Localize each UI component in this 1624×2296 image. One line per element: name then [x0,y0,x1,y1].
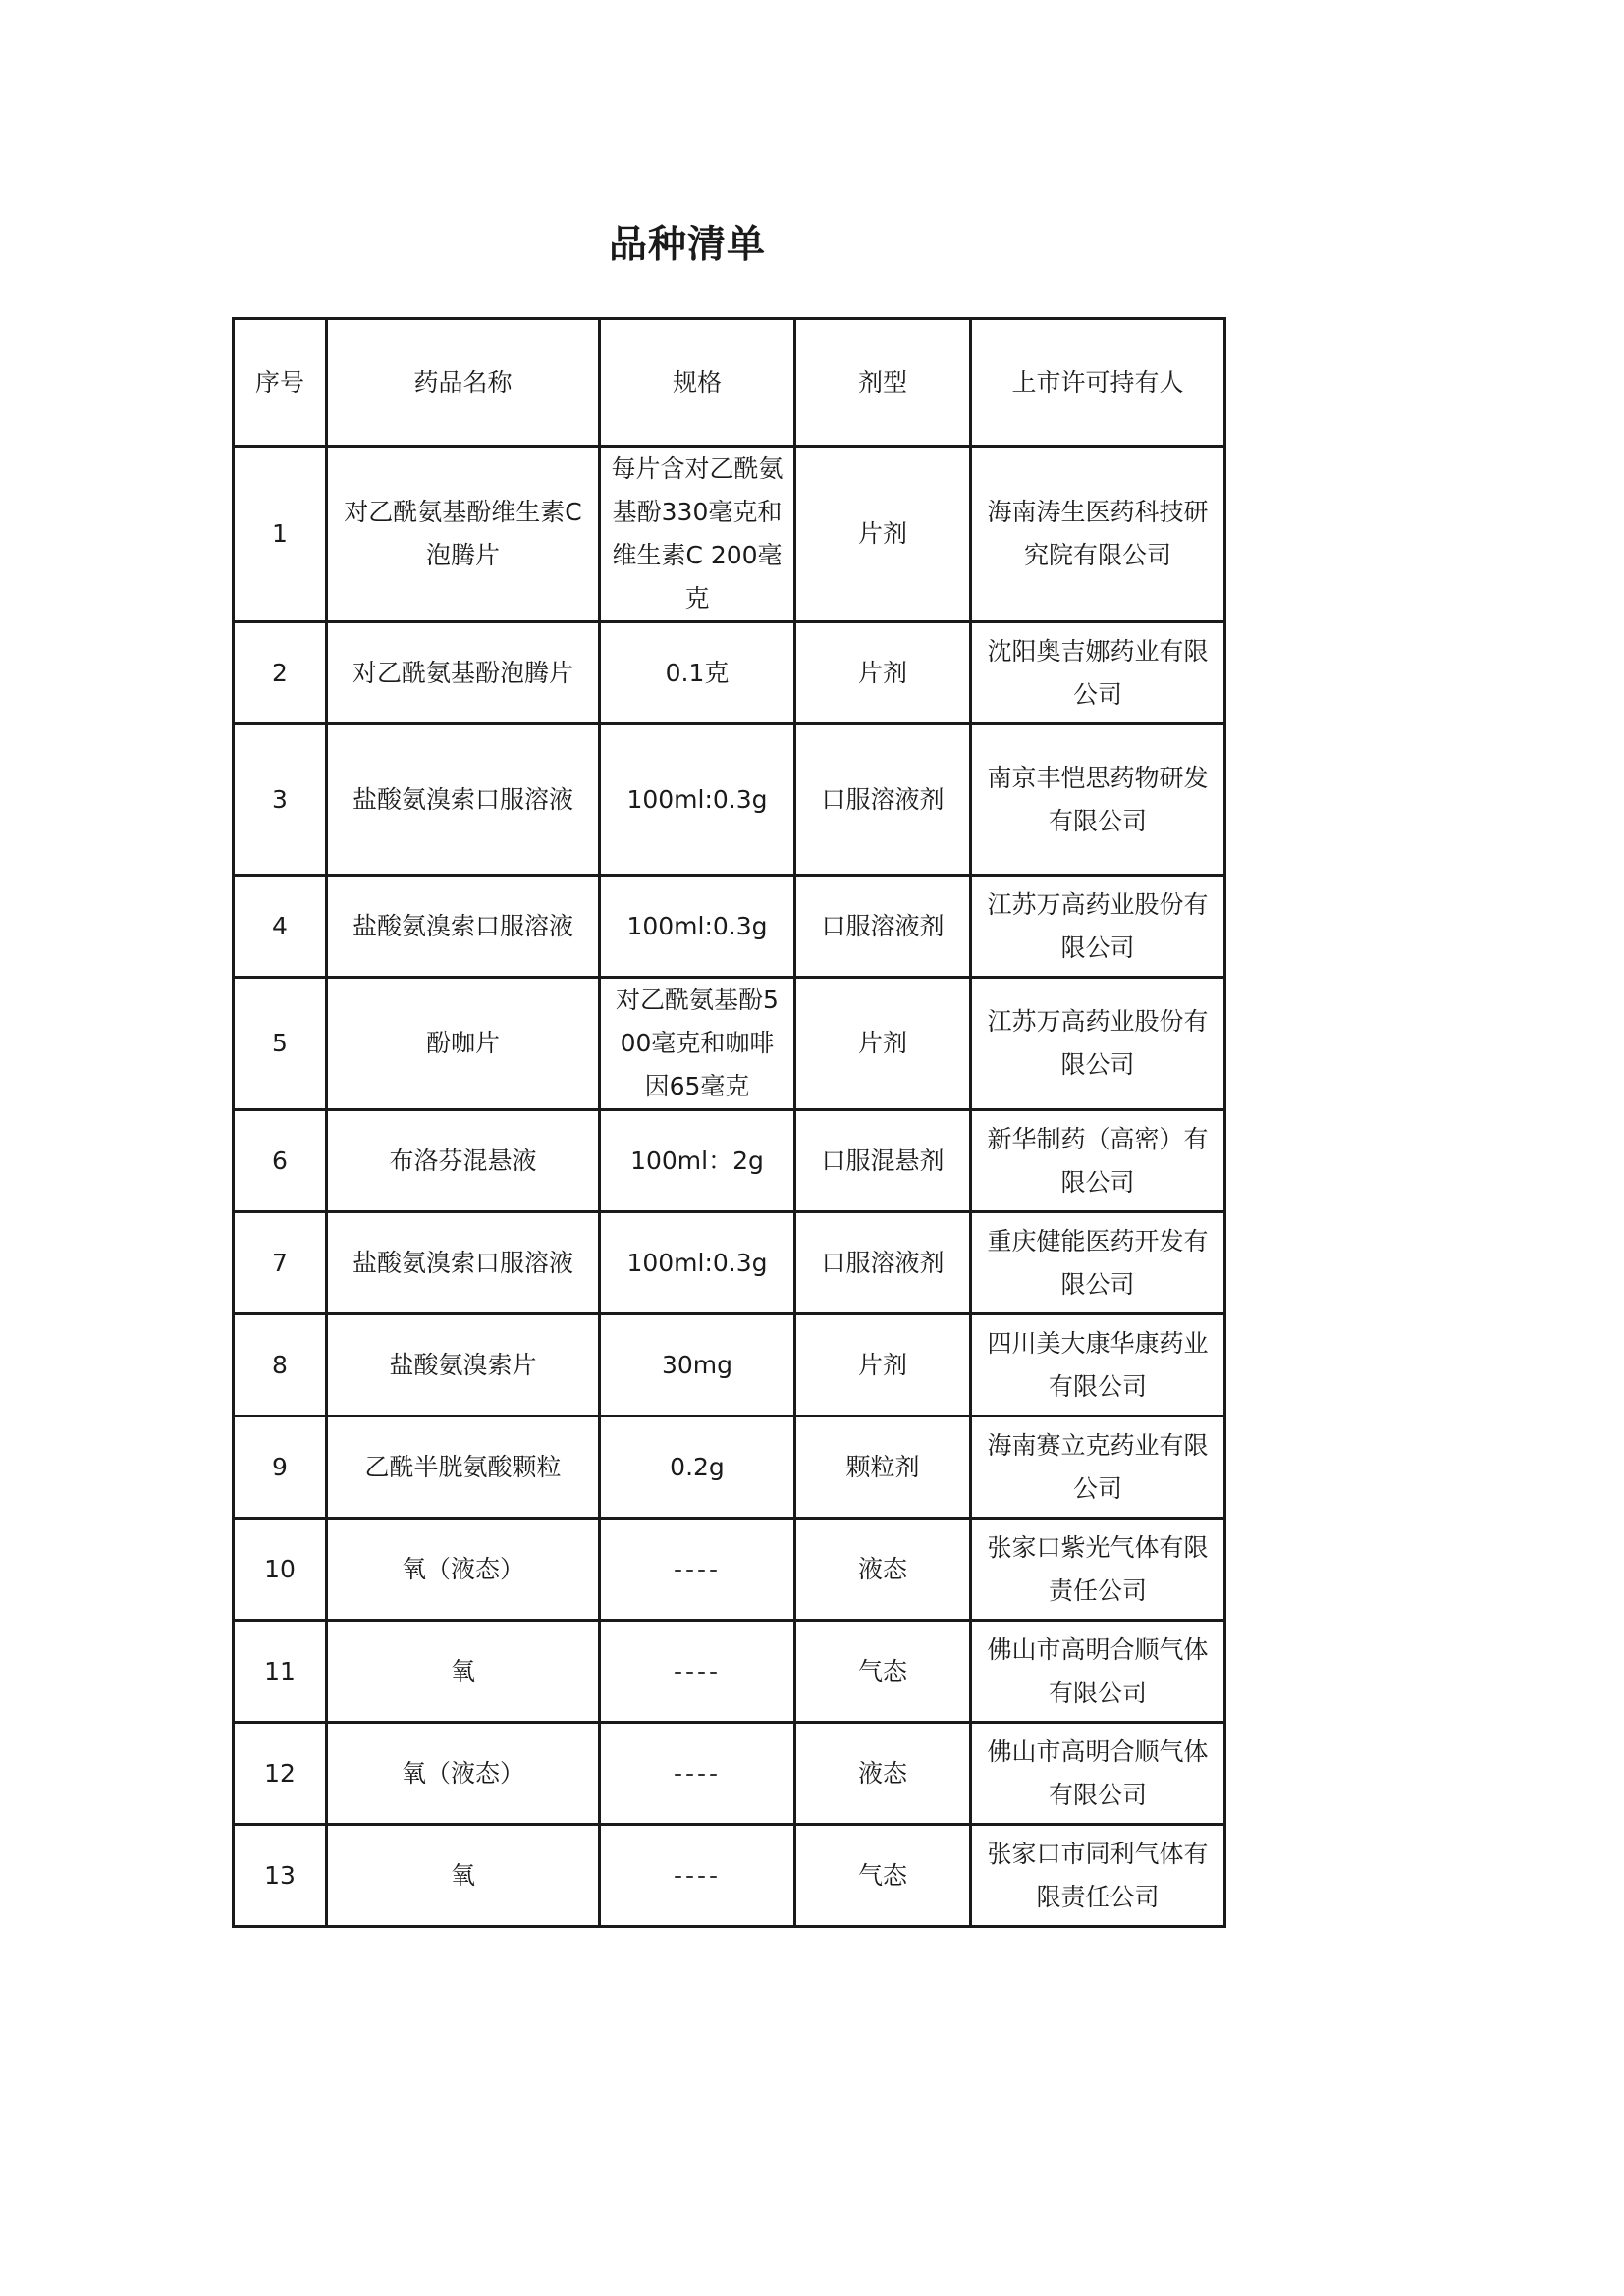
header-holder: 上市许可持有人 [971,319,1225,447]
cell-name: 盐酸氨溴索片 [327,1314,600,1416]
cell-no: 10 [234,1519,327,1621]
header-no: 序号 [234,319,327,447]
cell-holder: 江苏万高药业股份有限公司 [971,876,1225,978]
cell-spec: 100ml:0.3g [600,724,795,876]
table-row [234,622,1225,724]
cell-holder: 重庆健能医药开发有限公司 [971,1212,1225,1314]
cell-holder: 张家口市同利气体有限责任公司 [971,1825,1225,1927]
cell-no: 8 [234,1314,327,1416]
table-row [234,1519,1225,1621]
cell-form: 片剂 [795,978,971,1110]
cell-form: 口服混悬剂 [795,1110,971,1212]
cell-form: 片剂 [795,622,971,724]
table-row [234,447,1225,622]
cell-holder: 佛山市高明合顺气体有限公司 [971,1621,1225,1723]
cell-name: 氧（液态） [327,1723,600,1825]
cell-form: 口服溶液剂 [795,1212,971,1314]
table-row [234,1416,1225,1519]
cell-name: 盐酸氨溴索口服溶液 [327,876,600,978]
cell-no: 3 [234,724,327,876]
cell-form: 片剂 [795,1314,971,1416]
cell-spec: 30mg [600,1314,795,1416]
cell-no: 1 [234,447,327,622]
cell-holder: 四川美大康华康药业有限公司 [971,1314,1225,1416]
cell-spec: 100ml：2g [600,1110,795,1212]
cell-no: 5 [234,978,327,1110]
cell-no: 2 [234,622,327,724]
cell-no: 12 [234,1723,327,1825]
cell-no: 6 [234,1110,327,1212]
table-header-row [234,319,1225,447]
cell-form: 片剂 [795,447,971,622]
cell-holder: 新华制药（高密）有限公司 [971,1110,1225,1212]
cell-name: 氧 [327,1825,600,1927]
cell-holder: 海南涛生医药科技研究院有限公司 [971,447,1225,622]
cell-no: 9 [234,1416,327,1519]
cell-name: 盐酸氨溴索口服溶液 [327,724,600,876]
cell-spec: 0.1克 [600,622,795,724]
cell-form: 气态 [795,1621,971,1723]
cell-holder: 江苏万高药业股份有限公司 [971,978,1225,1110]
cell-name: 对乙酰氨基酚维生素C泡腾片 [327,447,600,622]
cell-name: 氧 [327,1621,600,1723]
table-row [234,1110,1225,1212]
cell-no: 11 [234,1621,327,1723]
cell-name: 盐酸氨溴索口服溶液 [327,1212,600,1314]
table-row [234,1723,1225,1825]
cell-form: 液态 [795,1723,971,1825]
cell-holder: 张家口紫光气体有限责任公司 [971,1519,1225,1621]
cell-spec: ---- [600,1723,795,1825]
cell-no: 7 [234,1212,327,1314]
cell-holder: 佛山市高明合顺气体有限公司 [971,1723,1225,1825]
table-row [234,1212,1225,1314]
cell-name: 对乙酰氨基酚泡腾片 [327,622,600,724]
cell-no: 4 [234,876,327,978]
cell-name: 布洛芬混悬液 [327,1110,600,1212]
drug-list-table [232,317,1226,1928]
table-row [234,978,1225,1110]
cell-spec: ---- [600,1519,795,1621]
header-name: 药品名称 [327,319,600,447]
cell-name: 乙酰半胱氨酸颗粒 [327,1416,600,1519]
cell-holder: 沈阳奥吉娜药业有限公司 [971,622,1225,724]
cell-spec: ---- [600,1621,795,1723]
table-row [234,1825,1225,1927]
cell-holder: 南京丰恺思药物研发有限公司 [971,724,1225,876]
cell-spec: 100ml:0.3g [600,1212,795,1314]
cell-form: 口服溶液剂 [795,724,971,876]
cell-form: 颗粒剂 [795,1416,971,1519]
table-row [234,1314,1225,1416]
header-form: 剂型 [795,319,971,447]
cell-no: 13 [234,1825,327,1927]
header-spec: 规格 [600,319,795,447]
table-row [234,1621,1225,1723]
cell-spec: 对乙酰氨基酚500毫克和咖啡因65毫克 [600,978,795,1110]
page-title: 品种清单 [608,223,766,267]
cell-name: 酚咖片 [327,978,600,1110]
cell-holder: 海南赛立克药业有限公司 [971,1416,1225,1519]
table-row [234,876,1225,978]
table-row [234,724,1225,876]
cell-form: 液态 [795,1519,971,1621]
cell-spec: 每片含对乙酰氨基酚330毫克和维生素C 200毫克 [600,447,795,622]
cell-form: 口服溶液剂 [795,876,971,978]
cell-spec: 100ml:0.3g [600,876,795,978]
cell-spec: 0.2g [600,1416,795,1519]
cell-spec: ---- [600,1825,795,1927]
cell-name: 氧（液态） [327,1519,600,1621]
cell-form: 气态 [795,1825,971,1927]
